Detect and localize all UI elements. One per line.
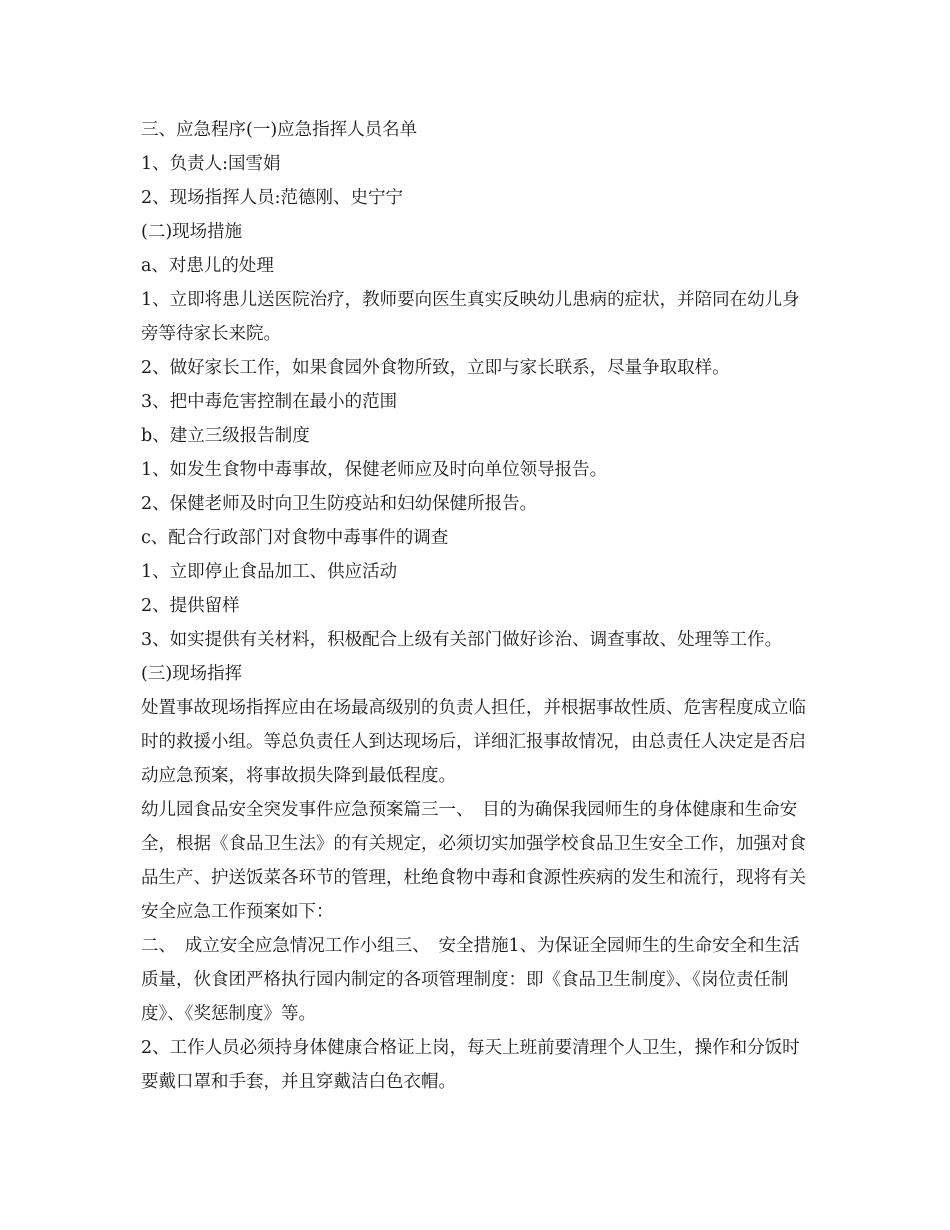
subheading-cooperate-investigation: c、配合行政部门对食物中毒事件的调查 xyxy=(141,528,449,548)
paragraph-report-to-leader: 1、如发生食物中毒事故，保健老师应及时向单位领导报告。 xyxy=(141,460,608,480)
paragraph-control-harm: 3、把中毒危害控制在最小的范围 xyxy=(141,392,398,412)
paragraph-report-to-health-station: 2、保健老师及时向卫生防疫站和妇幼保健所报告。 xyxy=(141,494,538,514)
section-heading-onsite-command: (三)现场指挥 xyxy=(141,664,243,684)
subheading-patient-handling: a、对患儿的处理 xyxy=(141,256,274,276)
paragraph-send-to-hospital: 1、立即将患儿送医院治疗，教师要向医生真实反映幼儿患病的症状，并陪同在幼儿身旁等待家长来院。 xyxy=(141,290,800,344)
paragraph-provide-materials: 3、如实提供有关材料，积极配合上级有关部门做好诊治、调查事故、处理等工作。 xyxy=(141,630,783,650)
paragraph-provide-samples: 2、提供留样 xyxy=(141,596,240,616)
paragraph-onsite-commanders: 2、现场指挥人员:范德刚、史宁宁 xyxy=(141,188,404,208)
paragraph-plan-purpose: 幼儿园食品安全突发事件应急预案篇三一、 目的为确保我园师生的身体健康和生命安全，根据《食品卫生法》的有关规定，必须切实加强学校食品卫生安全工作，加强对食品生产、护送饭菜各环节的管理，杜绝食物中毒和食源性疾病的发生和流行，现将有关安全应急工作预案如下： xyxy=(141,800,806,922)
section-heading-onsite-measures: (二)现场措施 xyxy=(141,222,243,242)
paragraph-parent-work: 2、做好家长工作，如果食园外食物所致，立即与家长联系，尽量争取取样。 xyxy=(141,358,730,378)
paragraph-staff-health-requirements: 2、工作人员必须持身体健康合格证上岗，每天上班前要清理个人卫生，操作和分饭时要戴口罩和手套，并且穿戴洁白色衣帽。 xyxy=(141,1038,800,1092)
subheading-reporting-system: b、建立三级报告制度 xyxy=(141,426,310,446)
document-body xyxy=(141,113,816,1099)
section-heading-emergency-procedure: 三、应急程序(一)应急指挥人员名单 xyxy=(141,120,418,140)
paragraph-working-group-and-measures: 二、 成立安全应急情况工作小组三、 安全措施1、为保证全园师生的生命安全和生活质量，伙食团严格执行园内制定的各项管理制度：即《食品卫生制度》、《岗位责任制度》、《奖惩制度》等。 xyxy=(141,936,800,1024)
paragraph-command-procedure: 处置事故现场指挥应由在场最高级别的负责人担任，并根据事故性质、危害程度成立临时的救援小组。等总负责任人到达现场后，详细汇报事故情况，由总责任人决定是否启动应急预案，将事故损失降到最低程度。 xyxy=(141,698,806,786)
paragraph-responsible-person: 1、负责人:国雪娟 xyxy=(141,154,281,174)
paragraph-stop-processing: 1、立即停止食品加工、供应活动 xyxy=(141,562,398,582)
